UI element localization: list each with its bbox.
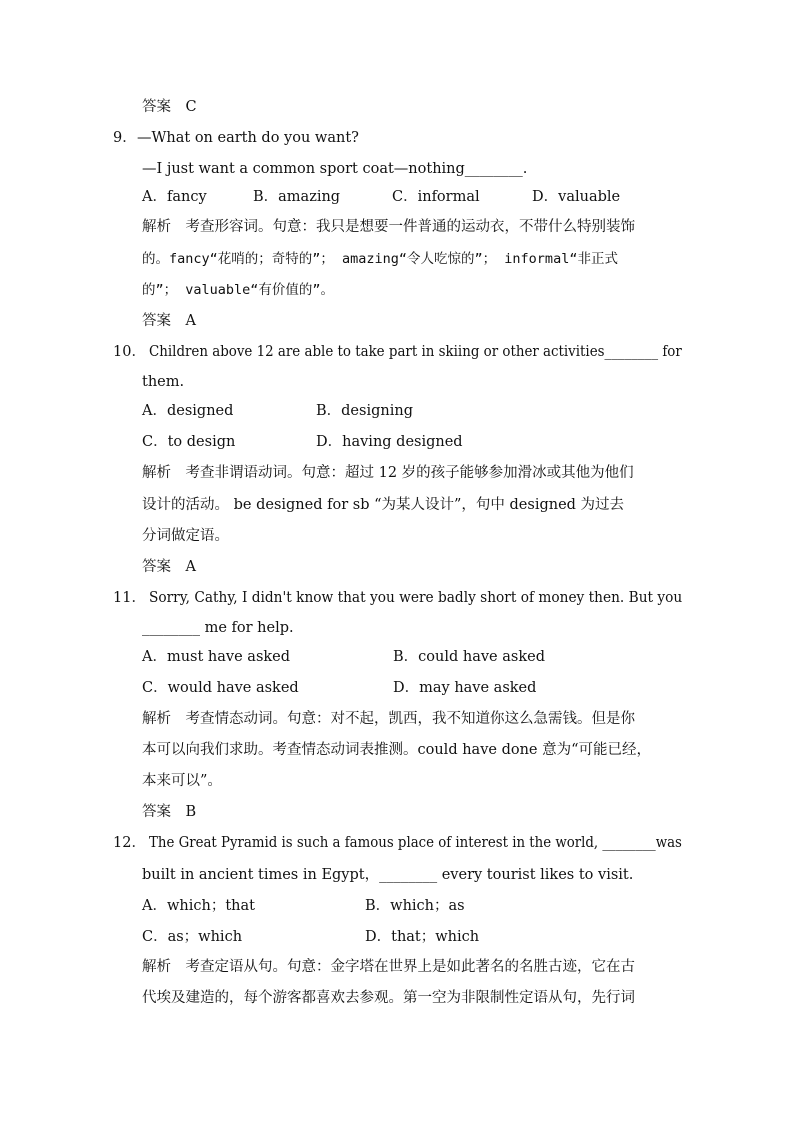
q10-explanation-1: 解析 考查非谓语动词。句意：超过 12 岁的孩子能够参加滑冰或其他为他们: [142, 465, 634, 481]
q8-answer: 答案 C: [142, 99, 197, 115]
q10-line1: Children above 12 are able to take part in skiing or other activities________ for: [149, 344, 682, 360]
q10-option-b: B．designing: [316, 403, 413, 419]
q12-explanation-2: 代埃及建造的，每个游客都喜欢去参观。第一空为非限制性定语从句，先行词: [142, 990, 635, 1006]
q11-number: 11．: [113, 590, 146, 606]
q12-option-b: B．which；as: [365, 898, 465, 914]
q11-explanation-3: 本来可以”。: [142, 773, 222, 789]
q9-option-d: D．valuable: [532, 189, 621, 205]
q11-option-b: B．could have asked: [393, 649, 545, 665]
q11-answer: 答案 B: [142, 804, 197, 820]
q11-option-d: D．may have asked: [393, 680, 537, 696]
q12-option-d: D．that；which: [365, 929, 480, 945]
q12-line2: built in ancient times in Egypt，________ every tourist likes to visit.: [142, 867, 634, 883]
q9-option-b: B．amazing: [253, 189, 341, 205]
q11-explanation-1: 解析 考查情态动词。句意：对不起，凯西，我不知道你这么急需钱。但是你: [142, 711, 635, 727]
q10-option-c: C．to design: [142, 434, 236, 450]
q9-option-a: A．fancy: [142, 189, 207, 205]
q10-explanation-3: 分词做定语。: [142, 528, 229, 544]
q11-option-c: C．would have asked: [142, 680, 299, 696]
q10-number: 10．: [113, 344, 146, 360]
q11-line1: Sorry, Cathy, I didn't know that you were badly short of money then. But you: [149, 590, 683, 606]
q9-number: 9．: [113, 130, 137, 146]
q12-explanation-1: 解析 考查定语从句。句意：金字塔在世界上是如此著名的名胜古迹，它在古: [142, 959, 635, 975]
q9-option-c: C．informal: [392, 189, 480, 205]
q11-line2: ________ me for help.: [142, 620, 294, 636]
q10-option-a: A．designed: [142, 403, 234, 419]
q10-option-d: D．having designed: [316, 434, 463, 450]
q9-explanation-3: 的”； valuable“有价值的”。: [142, 282, 335, 298]
q9-explanation-2: 的。fancy“花哨的；奇特的”； amazing“令人吃惊的”； informal“非正式: [142, 251, 618, 267]
q9-explanation-1: 解析 考查形容词。句意：我只是想要一件普通的运动衣，不带什么特别装饰: [142, 219, 635, 235]
q10-explanation-2: 设计的活动。 be designed for sb “为某人设计”，句中 designed 为过去: [142, 497, 625, 513]
q9-line1: —What on earth do you want?: [137, 130, 359, 146]
q12-option-a: A．which；that: [142, 898, 255, 914]
q9-line2: —I just want a common sport coat—nothing________.: [142, 161, 528, 177]
q12-option-c: C．as；which: [142, 929, 243, 945]
q9-answer: 答案 A: [142, 313, 196, 329]
q10-line2: them.: [142, 374, 185, 390]
q12-line1: The Great Pyramid is such a famous place of interest in the world, ________was: [149, 835, 682, 851]
q11-option-a: A．must have asked: [142, 649, 291, 665]
q10-answer: 答案 A: [142, 559, 196, 575]
q11-explanation-2: 本可以向我们求助。考查情态动词表推测。could have done 意为“可能已经，: [142, 742, 652, 758]
q12-number: 12．: [113, 835, 146, 851]
